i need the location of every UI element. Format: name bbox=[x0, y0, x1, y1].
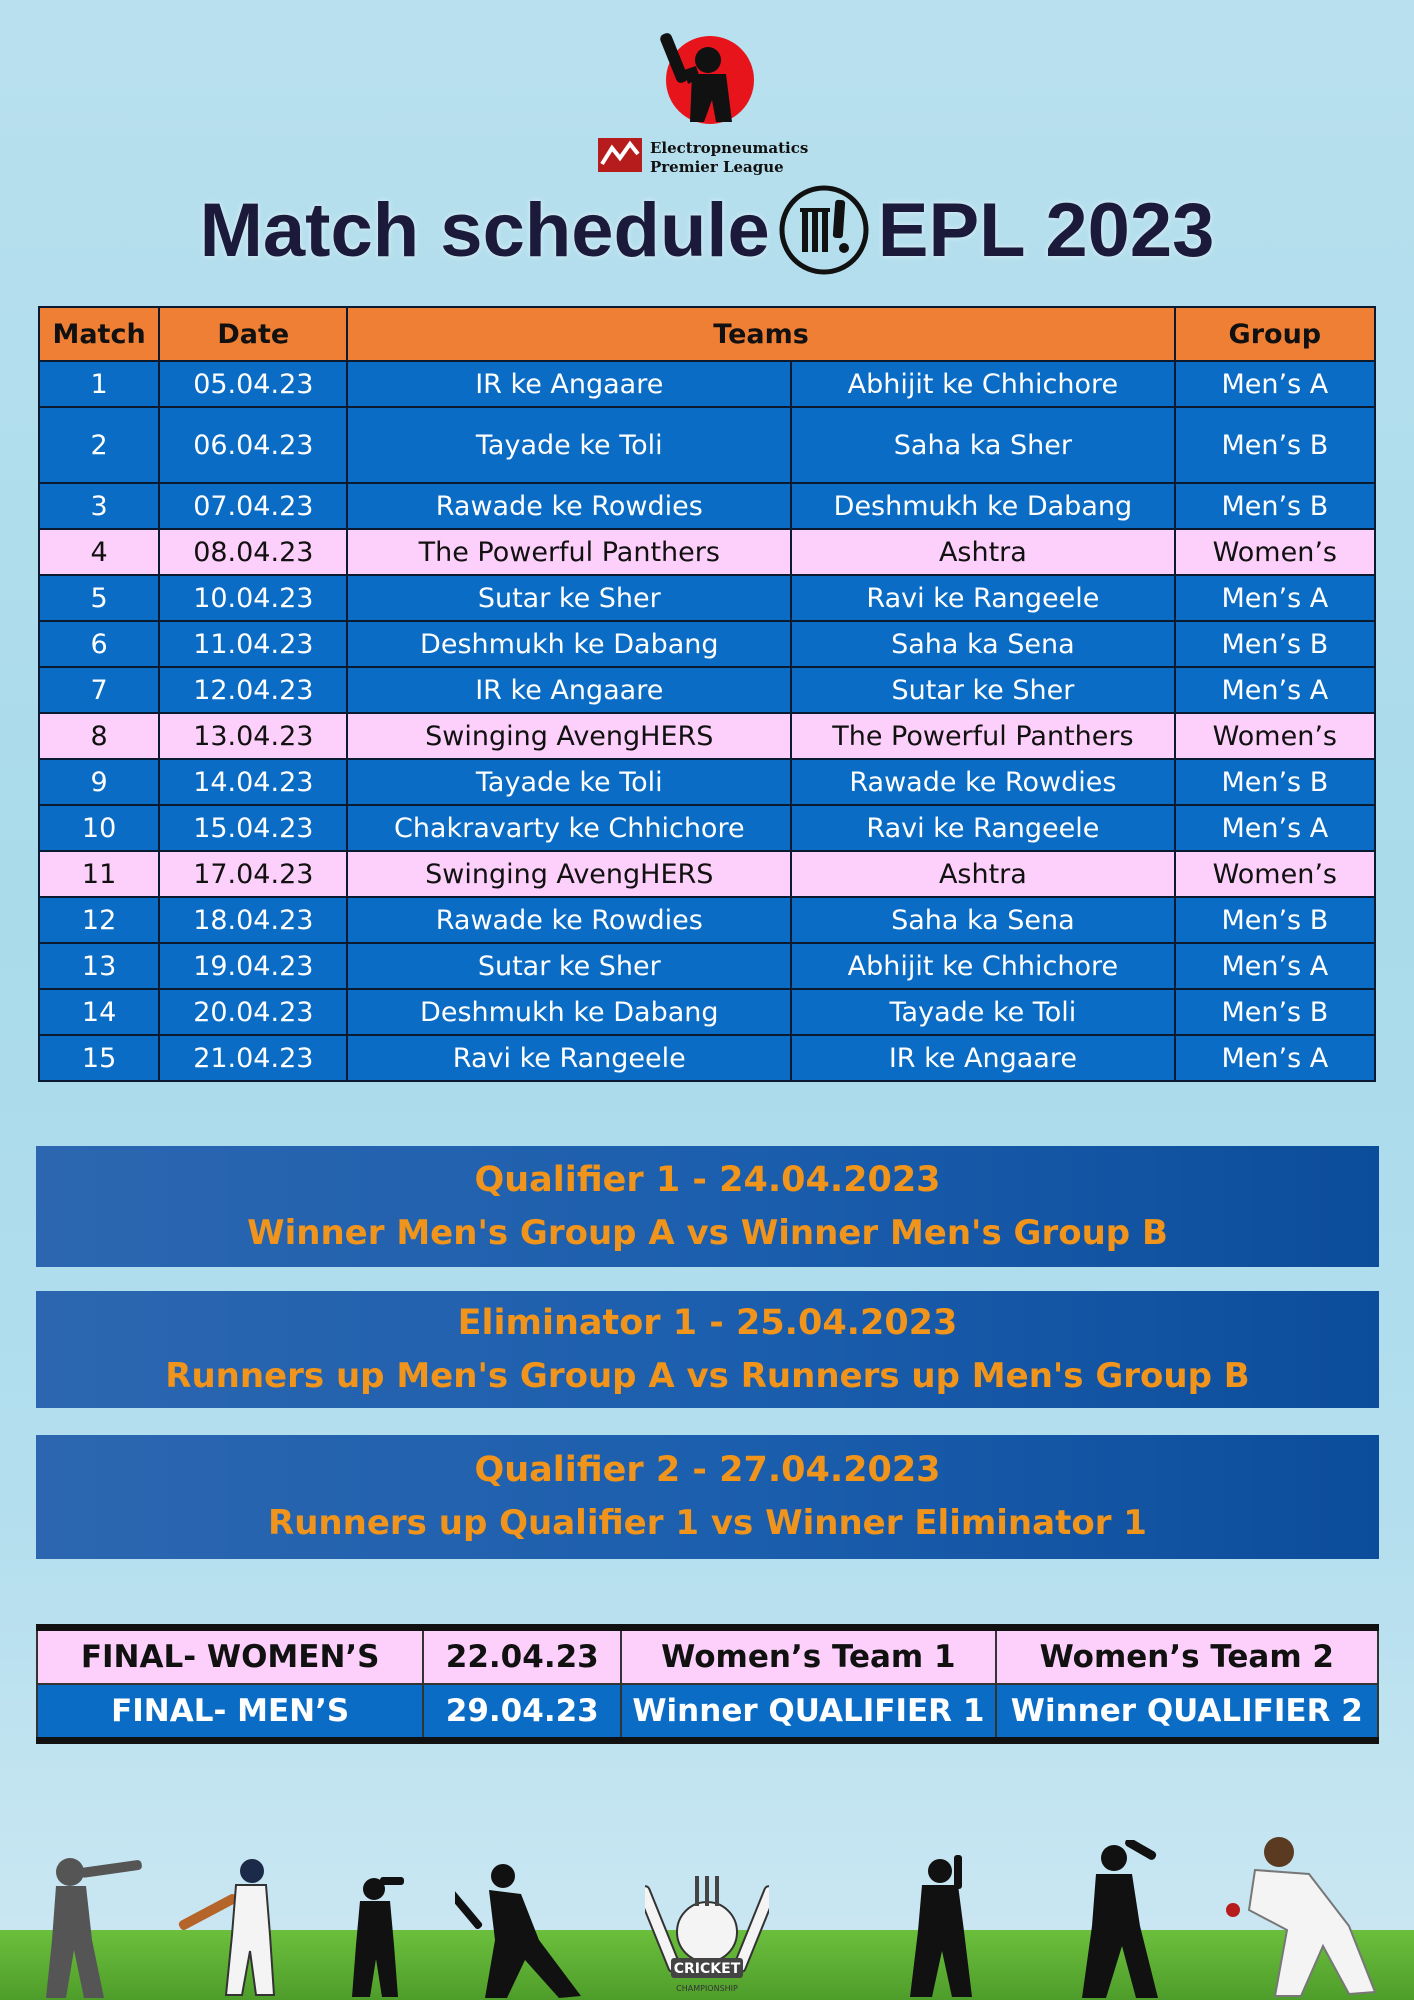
cell-match: 4 bbox=[39, 529, 159, 575]
cell-date: 06.04.23 bbox=[159, 407, 347, 483]
final-men-row bbox=[37, 1684, 1378, 1741]
cell-match: 12 bbox=[39, 897, 159, 943]
bowler-silhouette-icon bbox=[1070, 1840, 1170, 2000]
cell-date: 10.04.23 bbox=[159, 575, 347, 621]
league-name-line1: Electropneumatics bbox=[650, 139, 809, 157]
cell-group: Men’s B bbox=[1175, 897, 1375, 943]
table-row bbox=[39, 529, 1375, 575]
cell-match: 8 bbox=[39, 713, 159, 759]
cell-team2: Saha ka Sena bbox=[791, 621, 1175, 667]
cell-group: Men’s B bbox=[1175, 483, 1375, 529]
table-row bbox=[39, 713, 1375, 759]
badge-text-line1: CRICKET bbox=[673, 1961, 741, 1977]
cell-team1: Deshmukh ke Dabang bbox=[347, 989, 791, 1035]
table-row bbox=[39, 667, 1375, 713]
cell-team1: The Powerful Panthers bbox=[347, 529, 791, 575]
table-row bbox=[39, 483, 1375, 529]
cell-match: 10 bbox=[39, 805, 159, 851]
final-team1: Winner QUALIFIER 1 bbox=[621, 1684, 995, 1741]
playoff-qualifier-2 bbox=[36, 1435, 1379, 1559]
bowler-white-kit-icon bbox=[1225, 1830, 1385, 2000]
cell-match: 6 bbox=[39, 621, 159, 667]
playoff-detail: Winner Men's Group A vs Winner Men's Group B bbox=[247, 1212, 1168, 1253]
cell-team1: Chakravarty ke Chhichore bbox=[347, 805, 791, 851]
cell-team2: Abhijit ke Chhichore bbox=[791, 943, 1175, 989]
header-teams: Teams bbox=[347, 307, 1174, 361]
cell-team1: Ravi ke Rangeele bbox=[347, 1035, 791, 1081]
playoff-title: Qualifier 1 - 24.04.2023 bbox=[474, 1159, 941, 1200]
page-title bbox=[0, 180, 1414, 280]
cell-team2: Deshmukh ke Dabang bbox=[791, 483, 1175, 529]
cell-date: 13.04.23 bbox=[159, 713, 347, 759]
cell-date: 17.04.23 bbox=[159, 851, 347, 897]
cell-team1: Tayade ke Toli bbox=[347, 759, 791, 805]
cell-team2: Ashtra bbox=[791, 529, 1175, 575]
batsman-black-icon bbox=[340, 1875, 410, 2000]
cell-team1: Sutar ke Sher bbox=[347, 943, 791, 989]
cell-date: 12.04.23 bbox=[159, 667, 347, 713]
final-date: 22.04.23 bbox=[423, 1628, 621, 1685]
cell-team1: Tayade ke Toli bbox=[347, 407, 791, 483]
cell-team1: IR ke Angaare bbox=[347, 361, 791, 407]
cell-date: 19.04.23 bbox=[159, 943, 347, 989]
table-row bbox=[39, 805, 1375, 851]
batsman-silhouette-icon bbox=[30, 1850, 150, 2000]
final-name: FINAL- WOMEN’S bbox=[37, 1628, 423, 1685]
title-left: Match schedule bbox=[199, 187, 770, 273]
cell-team2: Saha ka Sher bbox=[791, 407, 1175, 483]
playoff-detail: Runners up Men's Group A vs Runners up Men's Group B bbox=[165, 1355, 1250, 1396]
cell-group: Men’s A bbox=[1175, 575, 1375, 621]
cell-team2: Sutar ke Sher bbox=[791, 667, 1175, 713]
table-row bbox=[39, 575, 1375, 621]
table-row bbox=[39, 621, 1375, 667]
cell-team1: Swinging AvengHERS bbox=[347, 713, 791, 759]
cell-group: Men’s B bbox=[1175, 407, 1375, 483]
table-row bbox=[39, 1035, 1375, 1081]
cell-date: 11.04.23 bbox=[159, 621, 347, 667]
cell-match: 1 bbox=[39, 361, 159, 407]
cell-date: 08.04.23 bbox=[159, 529, 347, 575]
cell-date: 18.04.23 bbox=[159, 897, 347, 943]
cell-group: Men’s A bbox=[1175, 667, 1375, 713]
cell-team2: The Powerful Panthers bbox=[791, 713, 1175, 759]
finals-table bbox=[36, 1624, 1379, 1744]
cell-team1: IR ke Angaare bbox=[347, 667, 791, 713]
cell-match: 2 bbox=[39, 407, 159, 483]
final-name: FINAL- MEN’S bbox=[37, 1684, 423, 1741]
cell-match: 5 bbox=[39, 575, 159, 621]
cell-match: 9 bbox=[39, 759, 159, 805]
title-right: EPL 2023 bbox=[877, 187, 1215, 273]
cell-group: Women’s bbox=[1175, 713, 1375, 759]
schedule-table bbox=[38, 306, 1376, 1082]
table-row bbox=[39, 851, 1375, 897]
table-row bbox=[39, 407, 1375, 483]
cell-team2: Tayade ke Toli bbox=[791, 989, 1175, 1035]
playoff-eliminator-1 bbox=[36, 1291, 1379, 1408]
header-group: Group bbox=[1175, 307, 1375, 361]
cell-match: 13 bbox=[39, 943, 159, 989]
final-women-row bbox=[37, 1628, 1378, 1685]
league-logo bbox=[596, 30, 816, 180]
cell-team2: Saha ka Sena bbox=[791, 897, 1175, 943]
cell-team1: Rawade ke Rowdies bbox=[347, 897, 791, 943]
final-team2: Winner QUALIFIER 2 bbox=[996, 1684, 1378, 1741]
cell-match: 14 bbox=[39, 989, 159, 1035]
cell-date: 05.04.23 bbox=[159, 361, 347, 407]
cell-group: Men’s B bbox=[1175, 759, 1375, 805]
cricket-ball-icon bbox=[1226, 1903, 1240, 1917]
cell-team2: Abhijit ke Chhichore bbox=[791, 361, 1175, 407]
fielder-silhouette-icon bbox=[900, 1855, 980, 2000]
table-row bbox=[39, 989, 1375, 1035]
table-row bbox=[39, 361, 1375, 407]
cell-match: 11 bbox=[39, 851, 159, 897]
cell-team2: Ravi ke Rangeele bbox=[791, 805, 1175, 851]
cell-group: Women’s bbox=[1175, 529, 1375, 575]
playoff-title: Qualifier 2 - 27.04.2023 bbox=[474, 1450, 941, 1490]
playoff-detail: Runners up Qualifier 1 vs Winner Eliminator 1 bbox=[268, 1503, 1147, 1543]
cell-team1: Swinging AvengHERS bbox=[347, 851, 791, 897]
cell-date: 20.04.23 bbox=[159, 989, 347, 1035]
table-row bbox=[39, 759, 1375, 805]
cell-group: Men’s A bbox=[1175, 361, 1375, 407]
cricket-championship-badge bbox=[645, 1870, 769, 2000]
playoff-qualifier-1 bbox=[36, 1146, 1379, 1267]
table-row bbox=[39, 897, 1375, 943]
cell-group: Men’s A bbox=[1175, 943, 1375, 989]
batsman-drive-icon bbox=[455, 1860, 595, 2000]
stumps-icon bbox=[778, 184, 870, 276]
cell-team2: Rawade ke Rowdies bbox=[791, 759, 1175, 805]
cell-team1: Sutar ke Sher bbox=[347, 575, 791, 621]
cell-date: 07.04.23 bbox=[159, 483, 347, 529]
batsman-white-kit-icon bbox=[170, 1855, 290, 2000]
schedule-header-row bbox=[39, 307, 1375, 361]
cell-team2: Ravi ke Rangeele bbox=[791, 575, 1175, 621]
table-row bbox=[39, 943, 1375, 989]
header-date: Date bbox=[159, 307, 347, 361]
cell-team1: Deshmukh ke Dabang bbox=[347, 621, 791, 667]
cell-team1: Rawade ke Rowdies bbox=[347, 483, 791, 529]
cell-date: 15.04.23 bbox=[159, 805, 347, 851]
cell-group: Women’s bbox=[1175, 851, 1375, 897]
final-team2: Women’s Team 2 bbox=[996, 1628, 1378, 1685]
final-team1: Women’s Team 1 bbox=[621, 1628, 995, 1685]
epl-brand-mark bbox=[598, 138, 642, 172]
badge-text-line2: CHAMPIONSHIP bbox=[676, 1984, 738, 1993]
cell-date: 14.04.23 bbox=[159, 759, 347, 805]
header-match: Match bbox=[39, 307, 159, 361]
cell-team2: Ashtra bbox=[791, 851, 1175, 897]
cell-date: 21.04.23 bbox=[159, 1035, 347, 1081]
league-name-line2: Premier League bbox=[650, 158, 784, 176]
playoff-title: Eliminator 1 - 25.04.2023 bbox=[457, 1302, 958, 1343]
cell-match: 15 bbox=[39, 1035, 159, 1081]
final-date: 29.04.23 bbox=[423, 1684, 621, 1741]
cell-group: Men’s B bbox=[1175, 989, 1375, 1035]
cell-match: 3 bbox=[39, 483, 159, 529]
cell-group: Men’s A bbox=[1175, 805, 1375, 851]
cell-match: 7 bbox=[39, 667, 159, 713]
cell-team2: IR ke Angaare bbox=[791, 1035, 1175, 1081]
cell-group: Men’s B bbox=[1175, 621, 1375, 667]
cell-group: Men’s A bbox=[1175, 1035, 1375, 1081]
